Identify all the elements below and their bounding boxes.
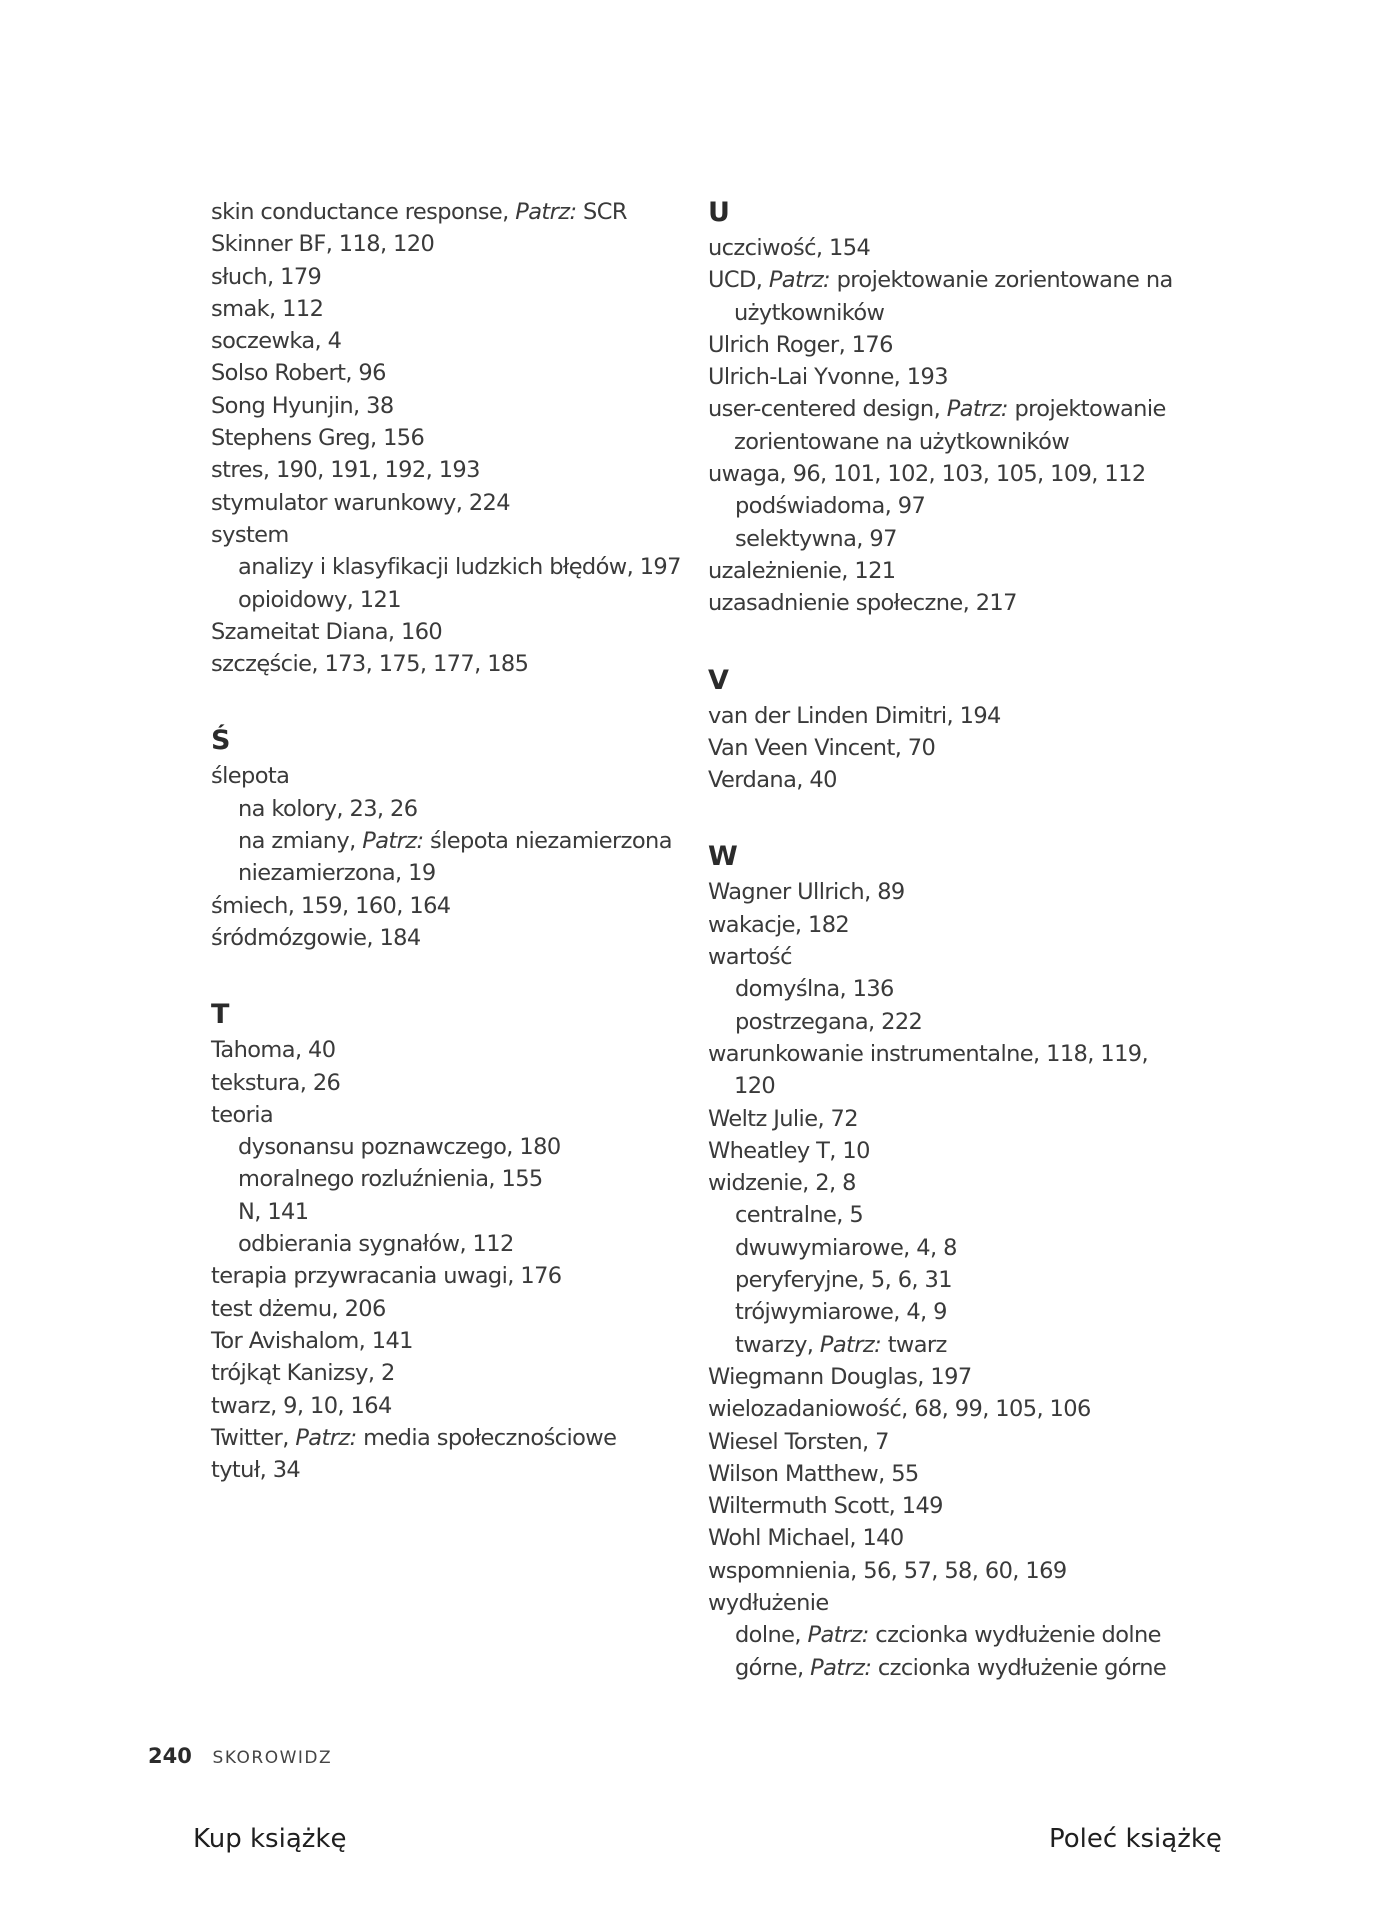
entry-text: dwuwymiarowe, 4, 8 (735, 1234, 957, 1261)
entry-text: dolne, (735, 1622, 808, 1649)
index-entry (211, 390, 681, 422)
entry-text: na zmiany, (238, 828, 363, 855)
index-entry (708, 1490, 1178, 1522)
index-entry (211, 825, 681, 857)
index-entry (708, 1135, 1178, 1167)
index-entry (708, 361, 1178, 393)
index-entry (211, 793, 681, 825)
index-entry (211, 487, 681, 519)
entry-text: smak, 112 (211, 295, 324, 322)
index-entry (708, 1199, 1178, 1231)
index-entry (211, 293, 681, 325)
entry-text: Wagner Ullrich, 89 (708, 879, 905, 906)
see-reference-target: ślepota niezamierzona (423, 828, 672, 855)
index-entry (708, 941, 1178, 973)
entry-text: niezamierzona, 19 (238, 860, 436, 887)
index-entry (211, 519, 681, 551)
entry-text: wakacje, 182 (708, 911, 850, 938)
entry-text: teoria (211, 1101, 274, 1128)
see-reference-label: Patrz: (362, 828, 424, 855)
index-entry (708, 1361, 1178, 1393)
see-reference-label: Patrz: (807, 1622, 869, 1649)
index-entry (708, 1652, 1178, 1684)
entry-text: uwaga, 96, 101, 102, 103, 105, 109, 112 (708, 461, 1146, 488)
index-entry (211, 228, 681, 260)
entry-text: Song Hyunjin, 38 (211, 392, 394, 419)
entry-text: wydłużenie (708, 1589, 829, 1616)
index-entry (708, 1393, 1178, 1425)
entry-text: Wilson Matthew, 55 (708, 1460, 919, 1487)
entry-text: analizy i klasyfikacji ludzkich błędów, 197 (238, 554, 681, 581)
see-reference-label: Patrz: (768, 267, 831, 294)
entry-text: słuch, 179 (211, 263, 322, 290)
entry-text: podświadoma, 97 (735, 493, 926, 520)
index-entry (708, 1038, 1178, 1103)
index-section (211, 998, 681, 1486)
entry-text: Wiesel Torsten, 7 (708, 1428, 889, 1455)
index-entry (211, 454, 681, 486)
index-entry (708, 232, 1178, 264)
section-name: SKOROWIDZ (212, 1748, 333, 1768)
section-letter: W (708, 841, 738, 873)
entry-text: Skinner BF, 118, 120 (211, 231, 435, 258)
see-reference-target: media społecznościowe (356, 1424, 617, 1451)
index-entry (708, 1329, 1178, 1361)
entry-text: Ulrich-Lai Yvonne, 193 (708, 364, 948, 391)
index-entry (211, 261, 681, 293)
entry-text: widzenie, 2, 8 (708, 1170, 856, 1197)
entry-text: śródmózgowie, 184 (211, 924, 421, 951)
entry-text: postrzegana, 222 (735, 1008, 923, 1035)
entry-text: Tor Avishalom, 141 (211, 1327, 413, 1354)
index-entry (211, 760, 681, 792)
index-entry (211, 1163, 681, 1195)
index-entry (211, 1228, 681, 1260)
section-letter: U (708, 197, 730, 228)
index-column-left (211, 196, 681, 1530)
index-column-right (708, 196, 1178, 1728)
page-number: 240 (148, 1744, 192, 1768)
entry-text: tekstura, 26 (211, 1069, 341, 1096)
index-entry (211, 1454, 681, 1486)
entry-text: śmiech, 159, 160, 164 (211, 892, 451, 919)
section-letter: Ś (211, 725, 231, 757)
entry-text: terapia przywracania uwagi, 176 (211, 1263, 562, 1290)
index-entry (211, 1390, 681, 1422)
entry-text: Twitter, (211, 1424, 296, 1451)
entry-text: centralne, 5 (735, 1202, 864, 1229)
entry-text: selektywna, 97 (735, 525, 897, 552)
index-entry (708, 1264, 1178, 1296)
see-reference-target: czcionka wydłużenie dolne (868, 1622, 1161, 1649)
index-entry (708, 587, 1178, 619)
index-section (708, 664, 1178, 797)
entry-text: trójkąt Kanizsy, 2 (211, 1360, 395, 1387)
index-entry (211, 1067, 681, 1099)
index-entry (211, 584, 681, 616)
entry-text: system (211, 521, 289, 548)
entry-text: trójwymiarowe, 4, 9 (735, 1299, 947, 1326)
see-reference-label: Patrz: (810, 1654, 872, 1681)
index-entry (708, 876, 1178, 908)
index-entry (708, 909, 1178, 941)
entry-text: van der Linden Dimitri, 194 (708, 702, 1001, 729)
page-footer (148, 1744, 332, 1768)
see-reference-target: czcionka wydłużenie górne (871, 1654, 1167, 1681)
index-entry (211, 357, 681, 389)
index-entry (211, 422, 681, 454)
see-reference-target: SCR (576, 199, 627, 225)
index-entry (708, 764, 1178, 796)
index-entry (211, 196, 681, 228)
entry-text: skin conductance response, (211, 199, 516, 225)
section-letter: V (708, 664, 729, 696)
index-entry (708, 1458, 1178, 1490)
index-entry (211, 1099, 681, 1131)
entry-text: Wheatley T, 10 (708, 1137, 870, 1164)
section-letter: T (211, 999, 230, 1031)
entry-text: uzależnienie, 121 (708, 557, 896, 584)
see-reference-label: Patrz: (515, 199, 577, 225)
entry-text: Szameitat Diana, 160 (211, 618, 443, 645)
index-entry (708, 1587, 1178, 1619)
index-entry (708, 973, 1178, 1005)
entry-text: Wiegmann Douglas, 197 (708, 1363, 972, 1390)
entry-text: twarzy, (735, 1331, 820, 1358)
entry-text: user-centered design, (708, 396, 947, 423)
entry-text: Weltz Julie, 72 (708, 1105, 858, 1132)
index-entry (708, 458, 1178, 490)
index-entry (708, 523, 1178, 555)
entry-text: Tahoma, 40 (211, 1037, 336, 1064)
entry-text: moralnego rozluźnienia, 155 (238, 1166, 543, 1193)
entry-text: ślepota (211, 763, 290, 790)
entry-text: soczewka, 4 (211, 328, 342, 355)
index-entry (708, 700, 1178, 732)
index-entry (211, 1325, 681, 1357)
entry-text: Wohl Michael, 140 (708, 1525, 904, 1552)
entry-text: warunkowanie instrumentalne, 118, 119, 120 (708, 1040, 1149, 1100)
entry-text: Ulrich Roger, 176 (708, 331, 893, 358)
index-entry (211, 551, 681, 583)
see-reference-label: Patrz: (295, 1424, 357, 1451)
index-entry (211, 890, 681, 922)
entry-text: wartość (708, 944, 792, 971)
index-entry (211, 857, 681, 889)
index-entry (211, 1034, 681, 1066)
entry-text: wielozadaniowość, 68, 99, 105, 106 (708, 1396, 1091, 1423)
entry-text: szczęście, 173, 175, 177, 185 (211, 651, 529, 678)
entry-text: górne, (735, 1654, 811, 1681)
index-entry (708, 1167, 1178, 1199)
index-entry (708, 1555, 1178, 1587)
entry-text: Solso Robert, 96 (211, 360, 386, 387)
index-entry (211, 1196, 681, 1228)
index-entry (211, 1357, 681, 1389)
see-reference-label: Patrz: (819, 1331, 882, 1358)
entry-text: stymulator warunkowy, 224 (211, 489, 510, 516)
entry-text: tytuł, 34 (211, 1457, 301, 1484)
entry-text: Stephens Greg, 156 (211, 425, 425, 452)
index-entry (211, 1260, 681, 1292)
index-entry (708, 1426, 1178, 1458)
index-entry (211, 325, 681, 357)
index-entry (211, 1293, 681, 1325)
index-entry (211, 1422, 681, 1454)
entry-text: uzasadnienie społeczne, 217 (708, 590, 1017, 617)
buy-book-link[interactable]: Kup książkę (193, 1824, 347, 1854)
entry-text: opioidowy, 121 (238, 586, 401, 613)
entry-text: na kolory, 23, 26 (238, 795, 418, 822)
index-entry (211, 922, 681, 954)
entry-text: odbierania sygnałów, 112 (238, 1231, 514, 1258)
see-reference-target: twarz (881, 1331, 947, 1358)
index-section (708, 840, 1178, 1683)
index-entry (708, 1232, 1178, 1264)
recommend-book-link[interactable]: Poleć książkę (1049, 1824, 1222, 1854)
index-entry (708, 490, 1178, 522)
entry-text: UCD, (708, 267, 769, 294)
index-entry (708, 264, 1178, 329)
index-entry (211, 616, 681, 648)
index-entry (708, 1103, 1178, 1135)
index-entry (708, 555, 1178, 587)
see-reference-label: Patrz: (946, 396, 1008, 423)
see-reference-target: projektowanie zorientowane na użytkowników (734, 396, 1166, 455)
entry-text: domyślna, 136 (735, 976, 894, 1003)
entry-text: twarz, 9, 10, 164 (211, 1392, 392, 1419)
index-entry (708, 329, 1178, 361)
index-entry (708, 1006, 1178, 1038)
entry-text: Wiltermuth Scott, 149 (708, 1493, 943, 1520)
entry-text: peryferyjne, 5, 6, 31 (735, 1267, 952, 1294)
index-section (211, 724, 681, 954)
see-reference-target: projektowanie zorientowane na użytkowników (734, 267, 1173, 326)
index-entry (211, 1131, 681, 1163)
index-section (211, 196, 681, 680)
index-entry (708, 732, 1178, 764)
entry-text: wspomnienia, 56, 57, 58, 60, 169 (708, 1557, 1067, 1584)
entry-text: test dżemu, 206 (211, 1295, 386, 1322)
entry-text: Verdana, 40 (708, 767, 837, 794)
index-entry (708, 1522, 1178, 1554)
index-entry (708, 1296, 1178, 1328)
entry-text: stres, 190, 191, 192, 193 (211, 457, 480, 484)
index-entry (708, 393, 1178, 458)
entry-text: dysonansu poznawczego, 180 (238, 1134, 561, 1161)
entry-text: N, 141 (238, 1198, 309, 1225)
entry-text: Van Veen Vincent, 70 (708, 734, 936, 761)
index-entry (211, 648, 681, 680)
entry-text: uczciwość, 154 (708, 235, 871, 261)
index-section (708, 196, 1178, 620)
index-entry (708, 1619, 1178, 1651)
